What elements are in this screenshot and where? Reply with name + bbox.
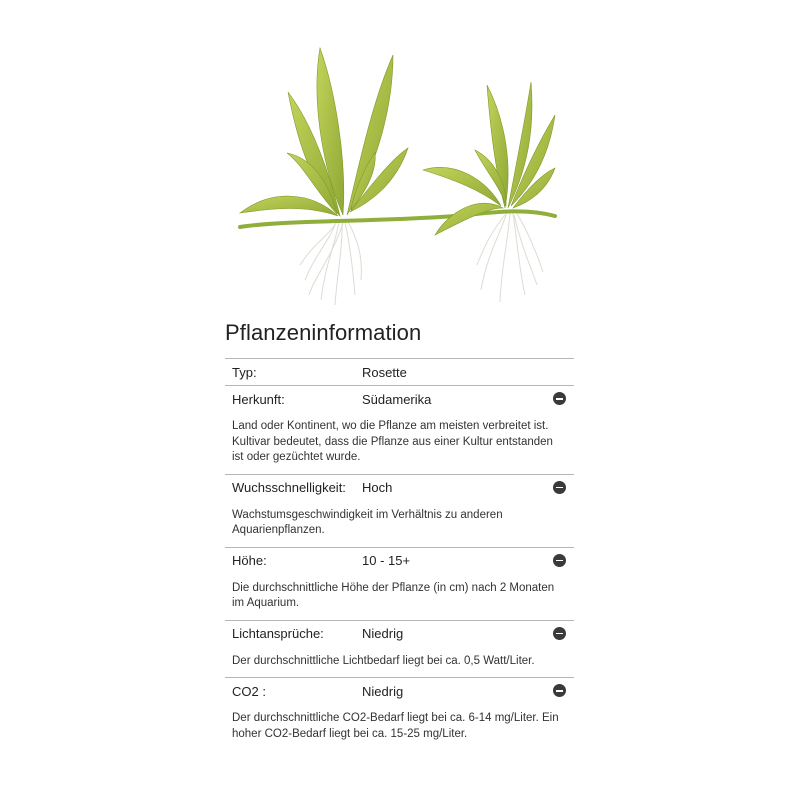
row-description: Der durchschnittliche CO2-Bedarf liegt bei ca. 6-14 mg/Liter. Ein hoher CO2-Bedarf liegt bei ca. 15-25 mg/Liter. — [232, 712, 559, 740]
minus-circle-icon[interactable] — [553, 481, 566, 494]
row-description: Wachstumsgeschwindigkeit im Verhältnis zu anderen Aquarienpflanzen. — [232, 508, 503, 536]
row-value: Hoch — [362, 480, 393, 495]
row-label: Typ: — [232, 364, 257, 380]
plant-info-panel — [225, 318, 574, 750]
row-label: Wuchsschnelligkeit: — [232, 480, 346, 495]
info-row-light — [225, 620, 574, 678]
row-description: Der durchschnittliche Lichtbedarf liegt bei ca. 0,5 Watt/Liter. — [232, 654, 535, 667]
row-value: Rosette — [362, 364, 407, 380]
minus-circle-icon[interactable] — [553, 627, 566, 640]
row-value: 10 - 15+ — [362, 553, 411, 568]
row-label: Herkunft: — [232, 391, 285, 407]
minus-circle-icon[interactable] — [553, 684, 566, 697]
info-row-height — [225, 547, 574, 620]
row-description: Land oder Kontinent, wo die Pflanze am meisten verbreitet ist. Kultivar bedeutet, dass die Pflanze aus einer Kultur entstanden ist oder gezüchtet wurde. — [232, 420, 553, 463]
info-row-growth-speed — [225, 474, 574, 547]
row-description: Die durchschnittliche Höhe der Pflanze (in cm) nach 2 Monaten im Aquarium. — [232, 581, 555, 609]
info-row-co2 — [225, 677, 574, 750]
info-row-origin — [225, 385, 574, 474]
info-row-type — [225, 358, 574, 385]
minus-circle-icon[interactable] — [553, 392, 566, 405]
plant-illustration — [225, 40, 575, 315]
row-label: Höhe: — [232, 553, 267, 568]
row-label: Lichtansprüche: — [232, 626, 324, 641]
row-value: Südamerika — [362, 391, 432, 407]
row-label: CO2 : — [232, 683, 266, 699]
minus-circle-icon[interactable] — [553, 554, 566, 567]
row-value: Niedrig — [362, 626, 404, 641]
row-value: Niedrig — [362, 683, 404, 699]
section-title: Pflanzeninformation — [225, 320, 422, 345]
